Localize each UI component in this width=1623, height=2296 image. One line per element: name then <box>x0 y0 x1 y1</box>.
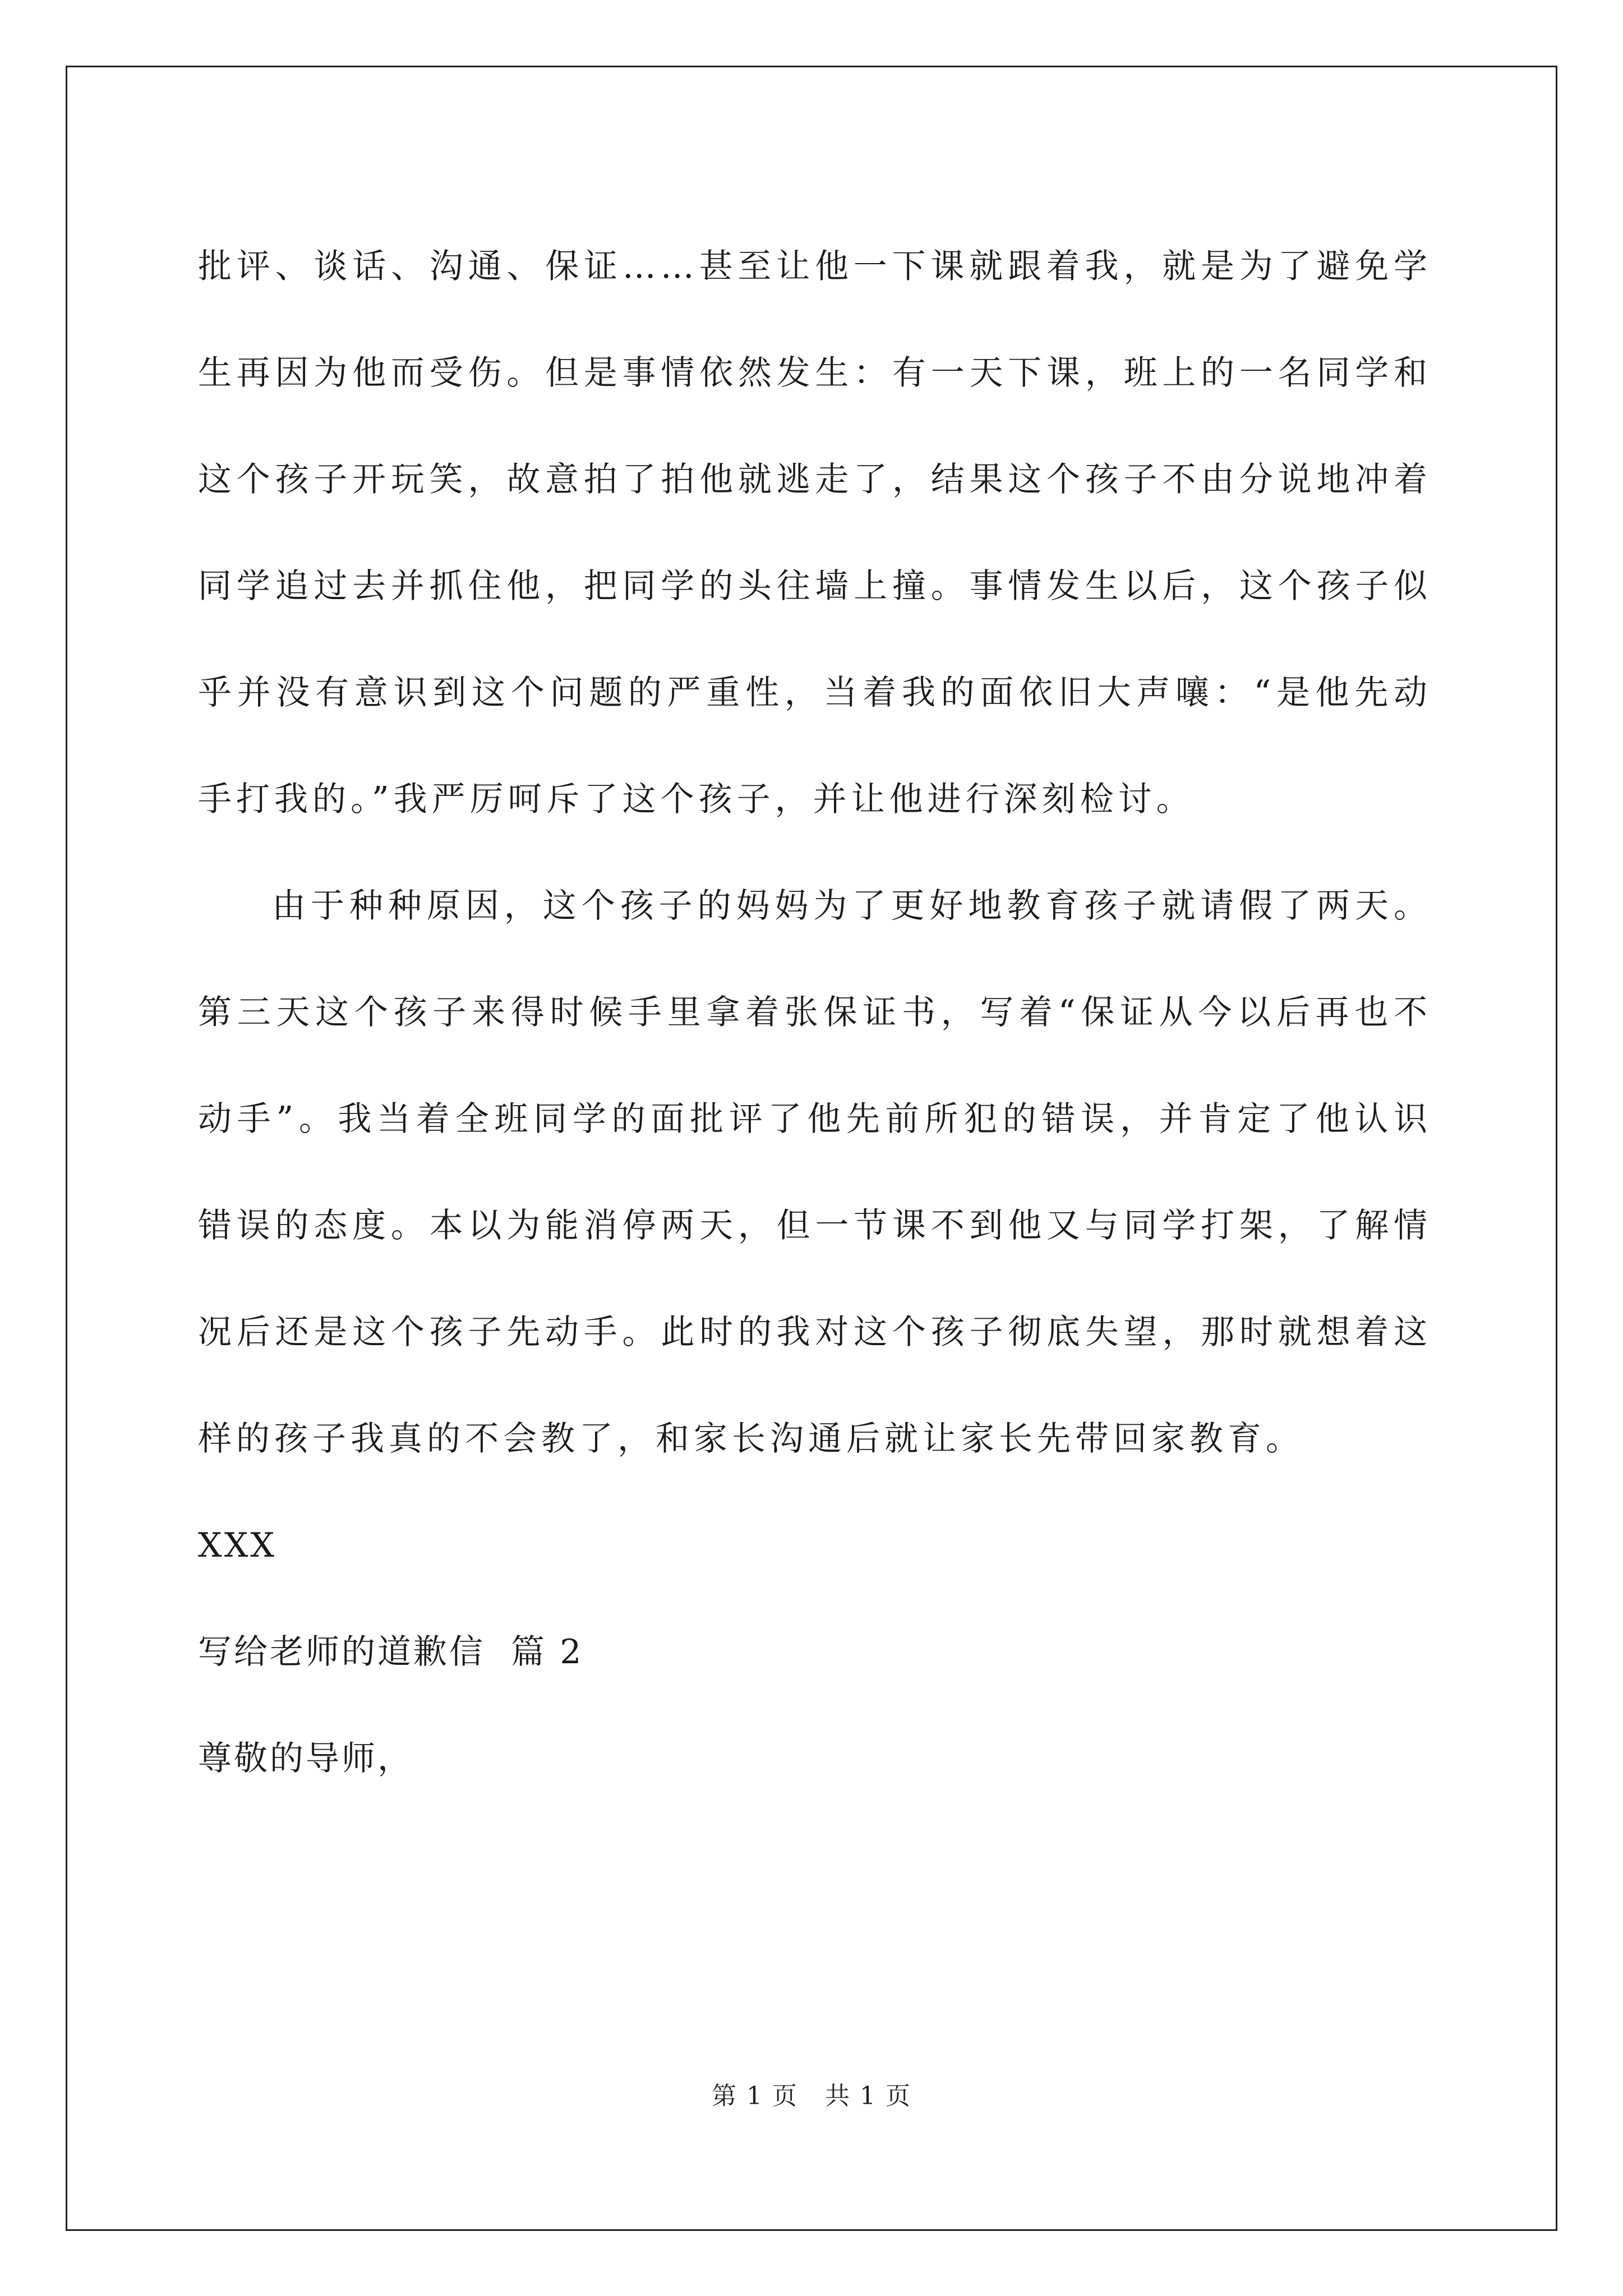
document-body <box>198 213 1432 1812</box>
paragraph-2: 由于种种原因，这个孩子的妈妈为了更好地教育孩子就请假了两天。第三天这个孩子来得时候手里拿着张保证书，写着“保证从今以后再也不动手”。我当着全班同学的面批评了他先前所犯的错误，并肯定了他认识错误的态度。本以为能消停两天，但一节课不到他又与同学打架，了解情况后还是这个孩子先动手。此时的我对这个孩子彻底失望，那时就想着这样的孩子我真的不会教了，和家长沟通后就让家长先带回家教育。 <box>198 886 1432 1458</box>
section-title: 写给老师的道歉信 篇 2 <box>198 1632 584 1672</box>
paragraph-1: 批评、谈话、沟通、保证……甚至让他一下课就跟着我，就是为了避免学生再因为他而受伤。但是事情依然发生：有一天下课，班上的一名同学和这个孩子开玩笑，故意拍了拍他就逃走了，结果这个孩子不由分说地冲着同学追过去并抓住他，把同学的头往墙上撞。事情发生以后，这个孩子似乎并没有意识到这个问题的严重性，当着我的面依旧大声嚷：“是他先动手打我的。”我严厉呵斥了这个孩子，并让他进行深刻检讨。 <box>198 247 1432 819</box>
signature: XXX <box>198 1526 277 1565</box>
page-footer: 第 1 页 共 1 页 <box>712 2082 911 2110</box>
salutation: 尊敬的导师， <box>198 1739 413 1778</box>
